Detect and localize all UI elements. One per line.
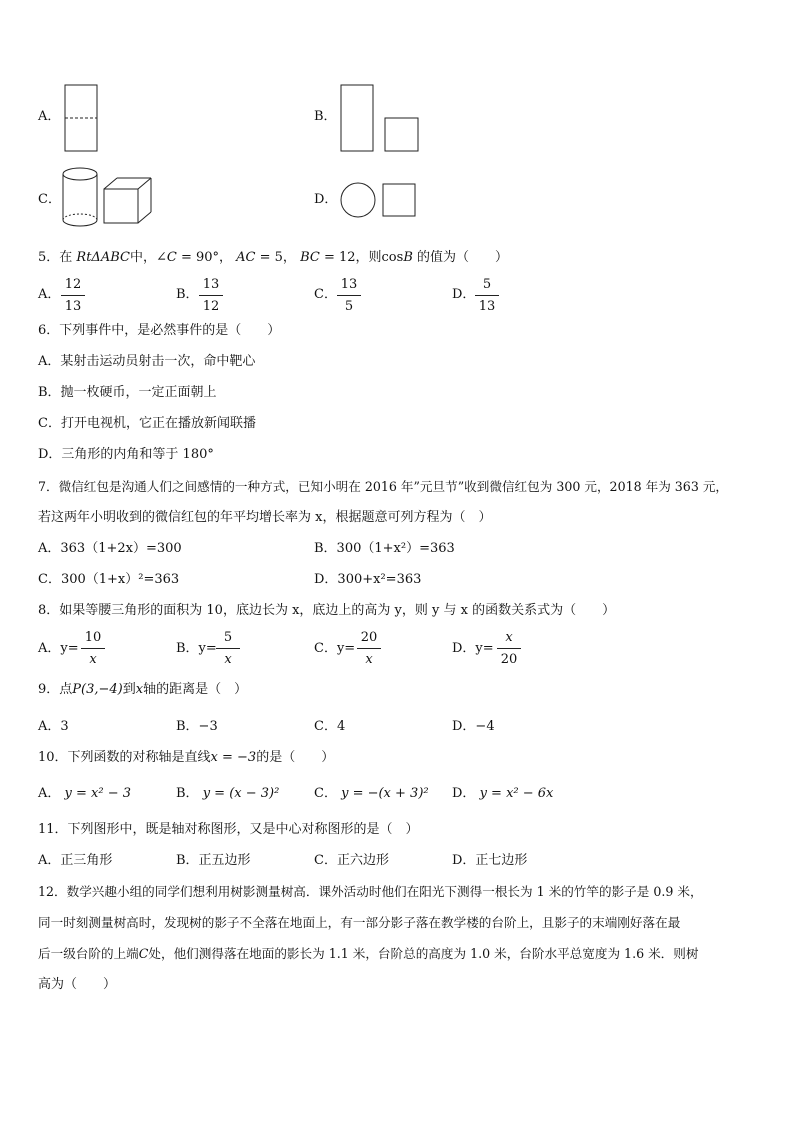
q6-option-c: C．打开电视机，它正在播放新闻联播 [38,416,256,431]
q8-option-a-fraction: 10 x [76,629,110,669]
q11-option-d: D．正七边形 [452,853,528,868]
q11-option-b: B．正五边形 [176,853,251,868]
q5-option-b-fraction: 13 12 [194,276,228,316]
q9-stem: 9．点P(3,−4)到x轴的距离是（ ） [38,682,248,697]
q10-option-b: B． y = (x − 3)² [176,786,280,801]
q11-option-c: C．正六边形 [314,853,389,868]
q5-option-b-label: B． [176,287,199,302]
q9-option-b: B．−3 [176,719,218,734]
q8-option-b-fraction: 5 x [211,629,245,669]
q12-stem-line2: 同一时刻测量树高时，发现树的影子不全落在地面上，有一部分影子落在教学楼的台阶上，且影子的末端刚好落在最 [38,915,681,930]
q5-option-d-fraction: 5 13 [470,276,504,316]
q8-option-a-label: A．y= [38,641,79,656]
q9-option-c: C．4 [314,719,346,734]
q10-option-d: D． y = x² − 6x [452,786,554,801]
q12-stem-line4: 高为（ ） [38,977,117,992]
q5-option-a-label: A． [38,287,61,302]
q12-stem-line1: 12．数学兴趣小组的同学们想利用树影测量树高．课外活动时他们在阳光下测得一根长为 1 米的竹竿的影子是 0.9 米， [38,884,703,899]
q7-option-d: D．300+x²=363 [314,572,422,587]
q4-option-c-label: C． [38,192,61,207]
q8-option-b-label: B．y= [176,641,217,656]
q7-stem-line2: 若这两年小明收到的微信红包的年平均增长率为 x，根据题意可列方程为（ ） [38,510,492,525]
q12-stem-line3: 后一级台阶的上端C处，他们测得落在地面的影长为 1.1 米，台阶总的高度为 1.0 米，台阶水平总宽度为 1.6 米．则树 [38,946,699,961]
q8-option-d-label: D．y= [452,641,494,656]
q5-option-c-fraction: 13 5 [332,276,366,316]
q4-option-b-label: B． [314,109,337,124]
q10-option-c: C． y = −(x + 3)² [314,786,429,801]
q10-stem: 10．下列函数的对称轴是直线x = −3的是（ ） [38,750,335,765]
q11-stem: 11．下列图形中，既是轴对称图形，又是中心对称图形的是（ ） [38,822,419,837]
q4-option-a-label: A． [38,109,61,124]
q7-option-c: C．300（1+x）²=363 [38,572,180,587]
q8-option-c-label: C．y= [314,641,356,656]
q6-option-b: B．抛一枚硬币，一定正面朝上 [38,385,217,400]
q8-option-d-fraction: x 20 [492,629,526,669]
q4-figure-c-cylinder-and-cube [63,168,151,226]
q8-stem: 8．如果等腰三角形的面积为 10，底边长为 x，底边上的高为 y，则 y 与 x 的函数关系式为（ ） [38,603,616,618]
q5-option-a-fraction: 12 13 [56,276,90,316]
q11-option-a: A．正三角形 [38,853,113,868]
q9-option-a: A．3 [38,719,69,734]
q6-option-d: D．三角形的内角和等于 180° [38,447,214,462]
q4-option-d-label: D． [314,192,338,207]
q4-figure-a-dashed-rectangle [65,85,97,151]
q8-option-c-fraction: 20 x [352,629,386,669]
q9-option-d: D．−4 [452,719,495,734]
q4-figure-b-rectangle-and-square [341,85,418,151]
q4-figures [0,0,794,260]
q5-option-c-label: C． [314,287,337,302]
q10-option-a: A． y = x² − 3 [38,786,132,801]
q6-option-a: A．某射击运动员射击一次，命中靶心 [38,354,256,369]
q7-option-b: B．300（1+x²）=363 [314,541,455,556]
q6-stem: 6．下列事件中，是必然事件的是（ ） [38,323,281,338]
q5-option-d-label: D． [452,287,476,302]
q5-stem: 5．在 RtΔABC中，∠C = 90°， AC = 5， BC = 12，则cosB 的值为（ ） [38,250,509,265]
q7-option-a: A．363（1+2x）=300 [38,541,182,556]
q4-figure-d-circle-and-square [341,183,415,217]
q7-stem-line1: 7．微信红包是沟通人们之间感情的一种方式，已知小明在 2016 年”元旦节”收到微信红包为 300 元，2018 年为 363 元， [38,479,729,494]
